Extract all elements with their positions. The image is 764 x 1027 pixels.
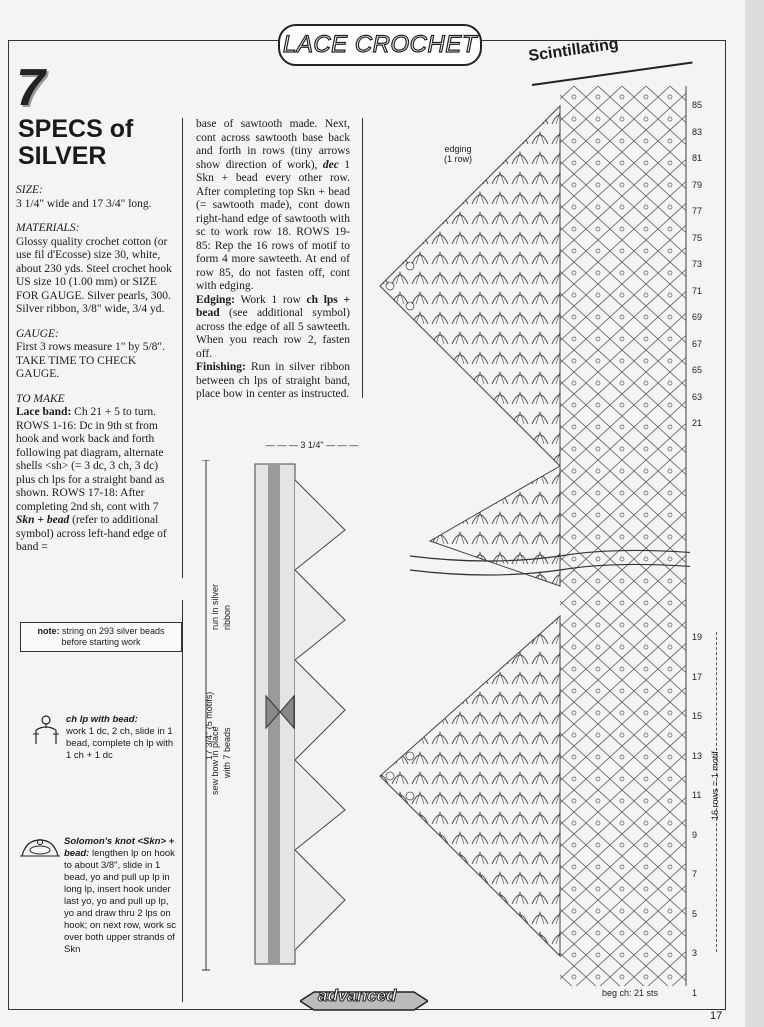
edging-text-2: (see additional symbol) across the edge of all 5 sawteeth. When you reach row 2, fasten off. (196, 307, 351, 360)
page-number: 17 (710, 1010, 723, 1022)
dec-term: dec (322, 158, 339, 171)
edging-label: Edging: (196, 293, 235, 306)
level-label: advanced (318, 986, 397, 1005)
row-number: 79 (692, 179, 703, 190)
row-number: 63 (692, 391, 703, 402)
solomons-knot-symbol-icon (18, 836, 60, 862)
pattern-title (18, 116, 178, 170)
column-divider-right (362, 118, 363, 398)
section-header (278, 24, 482, 66)
beg-ch-label: beg ch: 21 sts (602, 988, 659, 998)
row-number: 73 (692, 259, 703, 269)
instructions-column-2 (196, 118, 350, 402)
size-text: 3 1/4" wide and 17 3/4" long. (16, 197, 152, 210)
row-number: 85 (692, 100, 703, 110)
bow-label-1: sew bow in place (210, 726, 220, 795)
row-number: 75 (692, 232, 703, 243)
column-divider (182, 118, 183, 578)
row-number: 15 (692, 711, 703, 721)
instructions-column-1 (16, 184, 174, 555)
solomons-knot-description (64, 836, 178, 956)
chlp-bead-description (66, 714, 176, 762)
edging-text-1: Work 1 row (240, 293, 301, 306)
row-number: 3 (692, 948, 698, 958)
row-number: 7 (692, 869, 698, 879)
row-number: 69 (692, 312, 703, 322)
row-number: 67 (692, 338, 703, 349)
materials-text: Glossy quality crochet cotton (or use fil d'Ecosse) size 30, white, about 230 yds. Steel crochet hook US size 10 (1.00 mm) or SIZE FOR GAUGE. Silver pearls, 300. Silver ribbon, 3/8" wide, 3/4 yd. (16, 235, 172, 315)
gauge-heading: GAUGE: (16, 327, 59, 340)
row-numbers-top (692, 92, 702, 437)
row-number: 5 (692, 908, 698, 919)
row-number: 11 (692, 790, 702, 800)
lace-band-text: Ch 21 + 5 to turn. ROWS 1-16: Dc in 9th st from hook and work back and forth following pat diagram, alternate shells <sh> (= 3 dc, 3 ch, 3 dc) plus ch lps for a straight band as shown. ROWS 17-18: After completing 2nd sh, cont with 7 (16, 406, 165, 513)
finishing-label: Finishing: (196, 361, 246, 373)
chlp-bead-symbol-icon (32, 714, 62, 750)
note-label: note: (37, 626, 60, 636)
row-number: 65 (692, 365, 703, 375)
ribbon-label-1: run in silver (210, 583, 220, 630)
page-edge (745, 0, 764, 1027)
note-box (20, 622, 182, 652)
ribbon-label-2: ribbon (222, 604, 232, 630)
crochet-chart (370, 86, 690, 986)
length-label: 17 3/4" (5 motifs) (204, 691, 214, 760)
row-number: 83 (692, 126, 703, 137)
skn-bead-term: Skn + bead (16, 514, 70, 526)
note-text: string on 293 silver beads before starting work (61, 626, 165, 647)
row-number: 71 (692, 285, 703, 296)
edging-callout-1: edging (444, 144, 472, 154)
col2-text-1: base of sawtooth made. Next, cont across sawtooth base back and forth in rows (tiny arrows show direction of work), (196, 118, 350, 171)
column-divider-lower (182, 600, 183, 1002)
gauge-text: First 3 rows measure 1" by 5/8". TAKE TIME TO CHECK GAUGE. (16, 341, 165, 380)
chlp-text: work 1 dc, 2 ch, slide in 1 bead, complete ch lp with 1 ch + 1 dc (66, 726, 174, 761)
finishing-text: Run in silver ribbon between ch lps of straight band, place bow in center as instructed. (196, 361, 350, 400)
title-line-1: SPECS of (18, 115, 134, 143)
skn-text: lengthen lp on hook to about 3/8", slide in 1 bead, yo and pull up lp in long lp, insert hook under last yo, yo and pull up lp, yo and draw thru 2 lps on hook; on next row, work sc over both upper strands of Skn (64, 848, 176, 955)
edging-ch-term: ch lps + bead (196, 293, 351, 319)
edging-callout-2: (1 row) (444, 154, 473, 164)
bow-label-2: with 7 beads (222, 727, 232, 778)
row-number: 77 (692, 206, 703, 216)
band-schematic (200, 460, 360, 980)
row-number: 17 (692, 671, 703, 682)
row-number: 1 (692, 987, 698, 998)
pattern-number: 7 (16, 59, 45, 117)
row-number: 81 (692, 153, 703, 163)
size-heading: SIZE: (16, 184, 43, 196)
chlp-title: ch lp with bead: (66, 714, 138, 725)
title-line-2: SILVER (18, 142, 107, 170)
lace-band-label: Lace band: (16, 406, 72, 418)
width-label: 3 1/4" (300, 440, 324, 450)
col2-text-2: 1 Skn + bead every other row. After completing top Skn + bead (= sawtooth made), cont down right-hand edge of sawtooth with sc to work row 18. ROWS 19-85: Rep the 16 rows of motif to form 4 more sawteeth. At end of row 85, do not fasten off, cont with edging. (196, 158, 351, 292)
row-number: 19 (692, 632, 703, 642)
row-number: 21 (692, 418, 703, 428)
width-dimension: — — — 3 1/4" — — — (265, 440, 359, 450)
skn-title: Solomon's knot <Skn> + bead: (64, 836, 175, 859)
row-numbers-bottom (692, 618, 702, 1013)
row-number: 9 (692, 829, 698, 840)
motif-label: 16 rows = 1 motif (710, 751, 720, 820)
diagram-title: Scintillating (527, 35, 620, 66)
materials-heading: MATERIALS: (16, 222, 80, 234)
to-make-heading: TO MAKE (16, 392, 65, 405)
row-number: 13 (692, 750, 703, 761)
lace-band-text-2: (refer to additional symbol) across left-hand edge of band = (16, 514, 167, 553)
section-title: LACE CROCHET (282, 31, 478, 58)
